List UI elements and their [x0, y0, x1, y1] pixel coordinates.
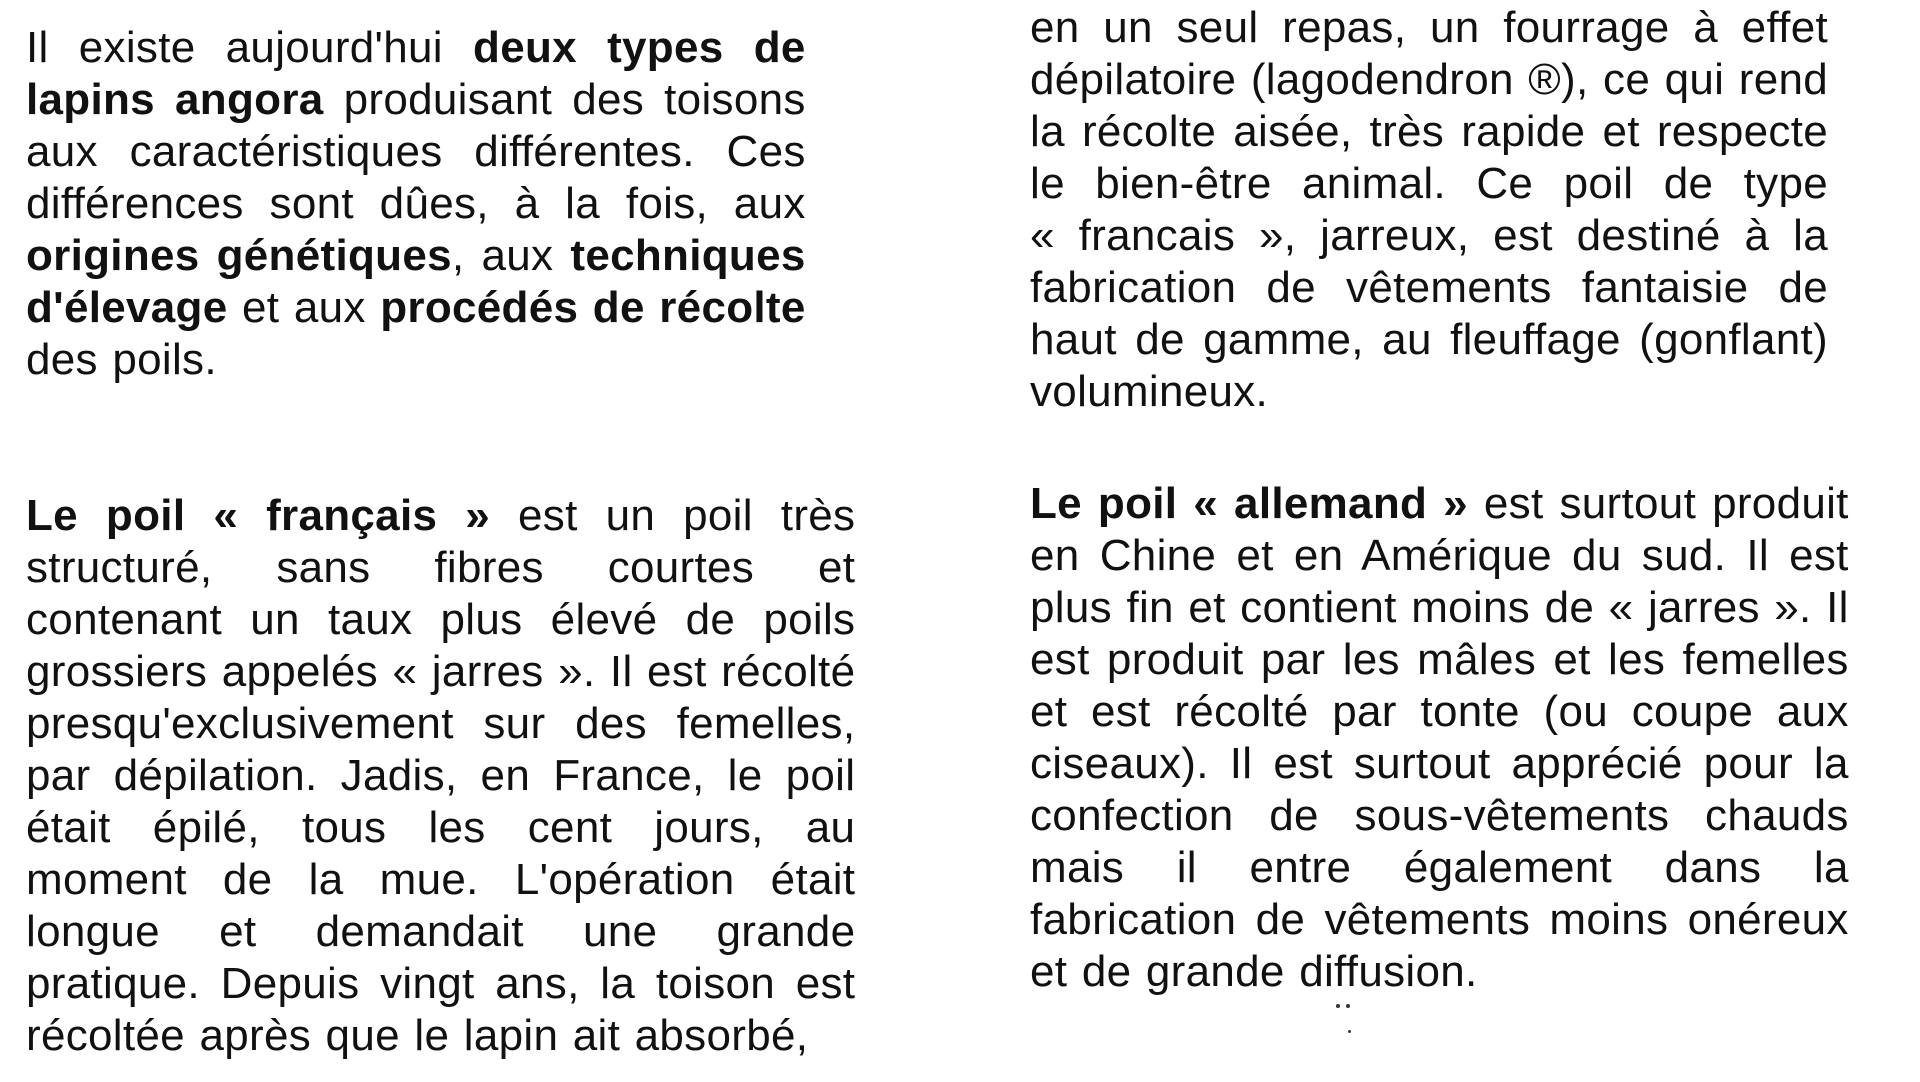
text-line — [1030, 790, 1849, 842]
text-run: « francais », jarreux, est destiné à la — [1030, 211, 1829, 260]
text-run: récoltée après que le lapin ait absorbé, — [26, 1011, 809, 1060]
bold-text: procédés de récolte — [380, 283, 806, 332]
text-line — [1030, 842, 1849, 894]
text-run: est un poil très — [490, 491, 856, 540]
text-line — [26, 750, 855, 802]
scan-speck — [1346, 1004, 1350, 1008]
text-run: grossiers appelés « jarres ». Il est récolté — [26, 647, 856, 696]
text-run: et de grande diffusion. — [1030, 947, 1478, 996]
text-run: mais il entre également dans la — [1030, 843, 1849, 892]
text-line — [26, 1010, 855, 1062]
text-line — [1030, 366, 1828, 418]
text-line — [1030, 106, 1828, 158]
text-run: volumineux. — [1030, 367, 1269, 416]
text-run: confection de sous-vêtements chauds — [1030, 791, 1849, 840]
text-line — [26, 334, 806, 386]
text-run: longue et demandait une grande — [26, 907, 856, 956]
text-run: aux caractéristiques différentes. Ces — [26, 127, 806, 176]
bold-text: origines génétiques — [26, 231, 452, 280]
text-run: pratique. Depuis vingt ans, la toison est — [26, 959, 856, 1008]
text-line — [1030, 894, 1849, 946]
text-run: en un seul repas, un fourrage à effet — [1030, 3, 1829, 52]
text-run: produisant des toisons — [323, 75, 806, 124]
text-run: était épilé, tous les cent jours, au — [26, 803, 856, 852]
text-line — [1030, 478, 1849, 530]
text-line — [1030, 314, 1828, 366]
text-run: différences sont dûes, à la fois, aux — [26, 179, 806, 228]
text-line — [26, 854, 855, 906]
text-run: plus fin et contient moins de « jarres ». Il — [1030, 583, 1849, 632]
text-run: fabrication de vêtements moins onéreux — [1030, 895, 1849, 944]
text-line — [26, 178, 806, 230]
text-line — [1030, 738, 1849, 790]
text-run: le bien-être animal. Ce poil de type — [1030, 159, 1829, 208]
text-line — [26, 802, 855, 854]
text-line — [26, 126, 806, 178]
text-line — [26, 646, 855, 698]
text-run: en Chine et en Amérique du sud. Il est — [1030, 531, 1849, 580]
bold-text: lapins angora — [26, 75, 324, 124]
text-line — [26, 958, 855, 1010]
text-line — [26, 74, 806, 126]
text-line — [1030, 530, 1849, 582]
text-run: , aux — [451, 231, 571, 280]
bold-text: Le poil « allemand » — [1030, 479, 1468, 528]
text-line — [1030, 686, 1849, 738]
german-fur-paragraph — [1030, 478, 1849, 998]
text-line — [1030, 946, 1849, 998]
text-run: par dépilation. Jadis, en France, le poil — [26, 751, 856, 800]
text-line — [26, 282, 806, 334]
text-run: moment de la mue. L'opération était — [26, 855, 856, 904]
text-run: et est récolté par tonte (ou coupe aux — [1030, 687, 1849, 736]
scan-speck — [1348, 1030, 1351, 1033]
text-run: Il existe aujourd'hui — [26, 23, 474, 72]
text-line — [1030, 634, 1849, 686]
text-line — [26, 230, 806, 282]
bold-text: d'élevage — [26, 283, 228, 332]
text-run: contenant un taux plus élevé de poils — [26, 595, 856, 644]
text-run: dépilatoire (lagodendron ®), ce qui rend — [1030, 55, 1829, 104]
text-line — [26, 490, 855, 542]
bold-text: Le poil « français » — [26, 491, 491, 540]
text-run: est surtout produit — [1467, 479, 1849, 528]
text-line — [1030, 262, 1828, 314]
intro-paragraph — [26, 22, 806, 386]
text-run: fabrication de vêtements fantaisie de — [1030, 263, 1829, 312]
text-line — [1030, 2, 1828, 54]
text-run: des poils. — [26, 335, 217, 384]
french-fur-continuation-paragraph — [1030, 2, 1828, 418]
scan-speck — [1336, 1004, 1340, 1008]
text-run: haut de gamme, au fleuffage (gonflant) — [1030, 315, 1829, 364]
text-run: presqu'exclusivement sur des femelles, — [26, 699, 856, 748]
text-run: structuré, sans fibres courtes et — [26, 543, 856, 592]
bold-text: techniques — [570, 231, 806, 280]
bold-text: deux types de — [473, 23, 806, 72]
text-run: est produit par les mâles et les femelles — [1030, 635, 1849, 684]
text-run: et aux — [227, 283, 381, 332]
text-run: ciseaux). Il est surtout apprécié pour la — [1030, 739, 1849, 788]
text-line — [26, 906, 855, 958]
text-line — [1030, 158, 1828, 210]
text-line — [26, 542, 855, 594]
text-line — [26, 594, 855, 646]
text-line — [26, 698, 855, 750]
french-fur-paragraph — [26, 490, 855, 1062]
text-line — [1030, 582, 1849, 634]
text-line — [1030, 210, 1828, 262]
text-line — [1030, 54, 1828, 106]
text-line — [26, 22, 806, 74]
text-run: la récolte aisée, très rapide et respecte — [1030, 107, 1829, 156]
